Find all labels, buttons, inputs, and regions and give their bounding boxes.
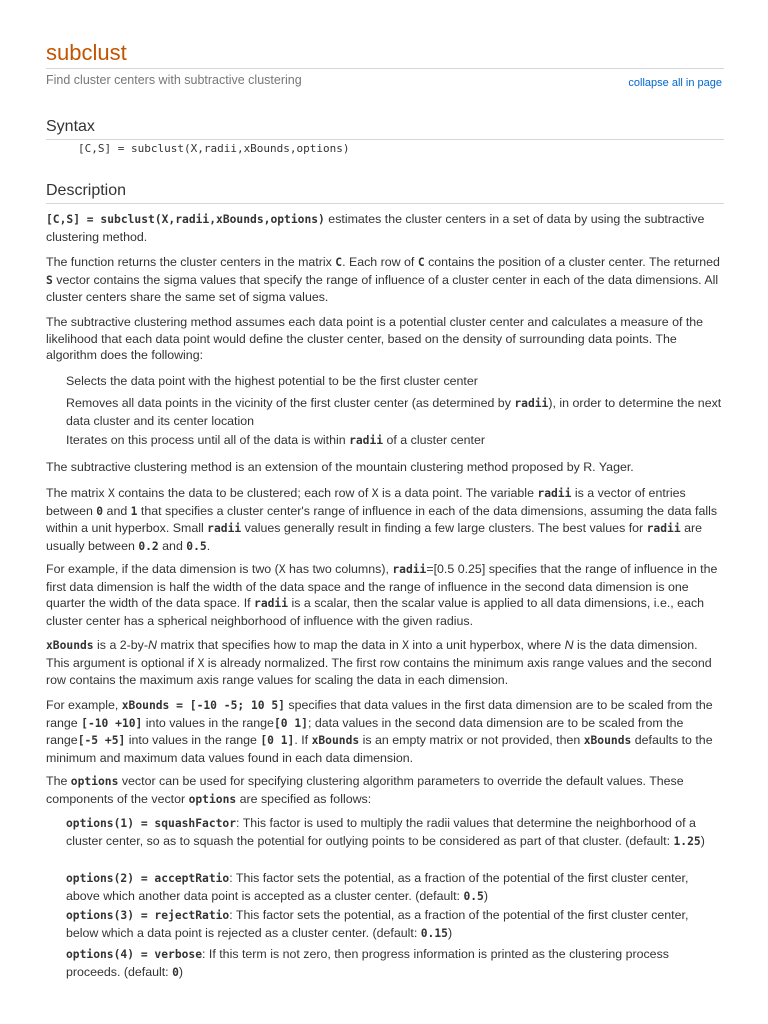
desc-paragraph-6: For example, if the data dimension is two (X has two columns), radii=[0.5 0.25] specifies that the range of influence in the first data dimension is half the width of the data space and the range of influence in the second data dimension is one quarter the width of the data space. If radii is a scalar, then the scalar value is applied to all data dimensions, i.e., each cluster center has a spherical neighborhood of influence with the given radius. — [46, 562, 718, 628]
option-squash-factor: options(1) = squashFactor: This factor is used to multiply the radii values that determine the neighborhood of a cluster center, so as to squash the potential for outlying points to be considered as part of that cluster. (default: 1.25) — [66, 816, 705, 848]
option-reject-ratio: options(3) = rejectRatio: This factor sets the potential, as a fraction of the potential of the first cluster center, below which a data point is rejected as a cluster center. (default: 0.15) — [66, 908, 689, 940]
syntax-code: [C,S] = subclust(X,radii,xBounds,options) — [78, 142, 350, 155]
collapse-all-link[interactable]: collapse all in page — [628, 77, 722, 89]
desc-paragraph-9: The options vector can be used for specifying clustering algorithm parameters to override the default values. These components of the vector options are specified as follows: — [46, 774, 684, 806]
algorithm-step-3: Iterates on this process until all of the data is within radii of a cluster center — [66, 433, 486, 447]
inline-code: [C,S] = subclust(X,radii,xBounds,options) — [46, 213, 325, 226]
option-verbose: options(4) = verbose: If this term is not zero, then progress information is printed as the clustering process proceeds. (default: 0) — [66, 947, 669, 979]
desc-paragraph-2: The function returns the cluster centers in the matrix C. Each row of C contains the position of a cluster center. The returned S vector contains the sigma values that specify the range of influence of a cluster center in each of the data dimensions. All cluster centers share the same set of sigma values. — [46, 255, 720, 304]
title-divider — [46, 68, 724, 69]
desc-paragraph-3: The subtractive clustering method assumes each data point is a potential cluster center and calculates a measure of the likelihood that each data point would define the cluster center, based on the density of surrounding data points. The algorithm does the following: — [46, 315, 704, 362]
desc-paragraph-7: xBounds is a 2-by-N matrix that specifies how to map the data in X into a unit hyperbox, where N is the data dimension. This argument is optional if X is already normalized. The first row contains the minimum axis range values and the second row contains the maximum axis range values for scaling the data in each dimension. — [46, 638, 712, 687]
desc-paragraph-8: For example, xBounds = [-10 -5; 10 5] specifies that data values in the first data dimension are to be scaled from the range [-10 +10] into values in the range[0 1]; data values in the second data dimension are to be scaled from the range[-5 +5] into values in the range [0 1]. If xBounds is an empty matrix or not provided, then xBounds defaults to the minimum and maximum data values found in each data dimension. — [46, 698, 713, 765]
syntax-heading: Syntax — [46, 118, 95, 135]
page-subtitle: Find cluster centers with subtractive clustering — [46, 73, 302, 87]
desc-paragraph-1: [C,S] = subclust(X,radii,xBounds,options) estimates the cluster centers in a set of data by using the subtractive clustering method. — [46, 212, 705, 244]
description-divider — [46, 203, 724, 204]
desc-paragraph-5: The matrix X contains the data to be clustered; each row of X is a data point. The variable radii is a vector of entries between 0 and 1 that specifies a cluster center's range of influence in each of the data dimensions, assuming the data falls within a unit hyperbox. Small radii values generally result in finding a few large clusters. The best values for radii are usually between 0.2 and 0.5. — [46, 486, 718, 553]
desc-paragraph-4: The subtractive clustering method is an extension of the mountain clustering method proposed by R. Yager. — [46, 460, 634, 474]
option-accept-ratio: options(2) = acceptRatio: This factor sets the potential, as a fraction of the potential of the first cluster center, above which another data point is accepted as a cluster center. (default: 0.5) — [66, 871, 689, 903]
syntax-divider — [46, 139, 724, 140]
page-title: subclust — [46, 40, 127, 65]
algorithm-step-2: Removes all data points in the vicinity of the first cluster center (as determined by radii), in order to determine the next data cluster and its center location — [66, 396, 722, 428]
algorithm-step-1: Selects the data point with the highest potential to be the first cluster center — [66, 374, 478, 388]
description-heading: Description — [46, 182, 127, 199]
